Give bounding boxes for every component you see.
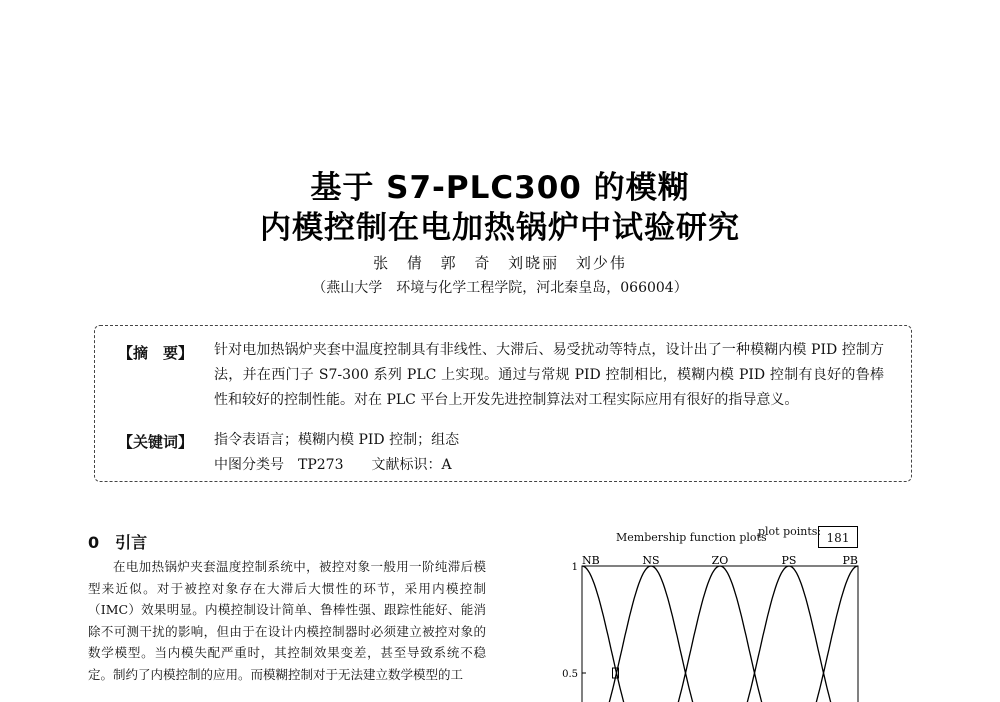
mf-curve-ps [582, 566, 858, 702]
mf-curve-pb [582, 566, 858, 702]
abstract-label: 【摘 要】 [118, 344, 194, 362]
mf-label-ns: NS [642, 554, 660, 567]
membership-function-plot [560, 520, 880, 702]
affiliation: （燕山大学 环境与化学工程学院，河北秦皇岛，066004） [312, 280, 688, 296]
classification-text: 中图分类号 TP273 文献标识：A [214, 457, 452, 473]
mf-curve-zo [582, 566, 858, 702]
mf-curve-ns [582, 566, 858, 702]
figure-title: Membership function plots [616, 531, 767, 544]
section-heading: 0 引言 [88, 533, 148, 552]
mf-label-nb: NB [582, 554, 600, 567]
keywords-text: 指令表语言；模糊内模 PID 控制；组态 [214, 432, 460, 448]
mf-curve-nb [582, 566, 858, 702]
mf-label-zo: ZO [711, 554, 729, 567]
authors: 张 倩 郭 奇 刘晓丽 刘少伟 [373, 254, 627, 272]
plot-frame [582, 566, 858, 702]
section-body-text: 在电加热锅炉夹套温度控制系统中，被控对象一般用一阶纯滞后模型来近似。对于被控对象存在大滞后大惯性的环节，采用内模控制（IMC）效果明显。内模控制设计简单、鲁棒性强、跟踪性能好、能消除不可测干扰的影响，但由于在设计内模控制器时必须建立被控对象的数学模型。当内模失配严重时，其控制效果变差，甚至导致系统不稳定。制约了内模控制的应用。而模糊控制对于无法建立数学模型的工 [88, 559, 486, 682]
plot-points-value: 181 [818, 526, 858, 548]
mf-label-ps: PS [781, 554, 797, 567]
abstract-text: 针对电加热锅炉夹套中温度控制具有非线性、大滞后、易受扰动等特点，设计出了一种模糊内模 PID 控制方法，并在西门子 S7-300 系列 PLC 上实现。通过与常规 PID 控制相比，模糊内模 PID 控制有良好的鲁棒性和较好的控制性能。对在 PLC 平台上开发先进控制算法对工程实际应用有很好的指导意义。 [214, 342, 884, 408]
paper-title-line1: 基于 S7-PLC300 的模糊 [310, 170, 690, 206]
y-tick-label: 0.5 [562, 669, 578, 680]
plot-points-label: plot points: [758, 525, 822, 538]
paper-title-line2: 内模控制在电加热锅炉中试验研究 [260, 210, 740, 246]
mf-label-pb: PB [842, 554, 858, 567]
keywords-label: 【关键词】 [118, 433, 194, 451]
y-tick-label: 1 [571, 562, 578, 573]
